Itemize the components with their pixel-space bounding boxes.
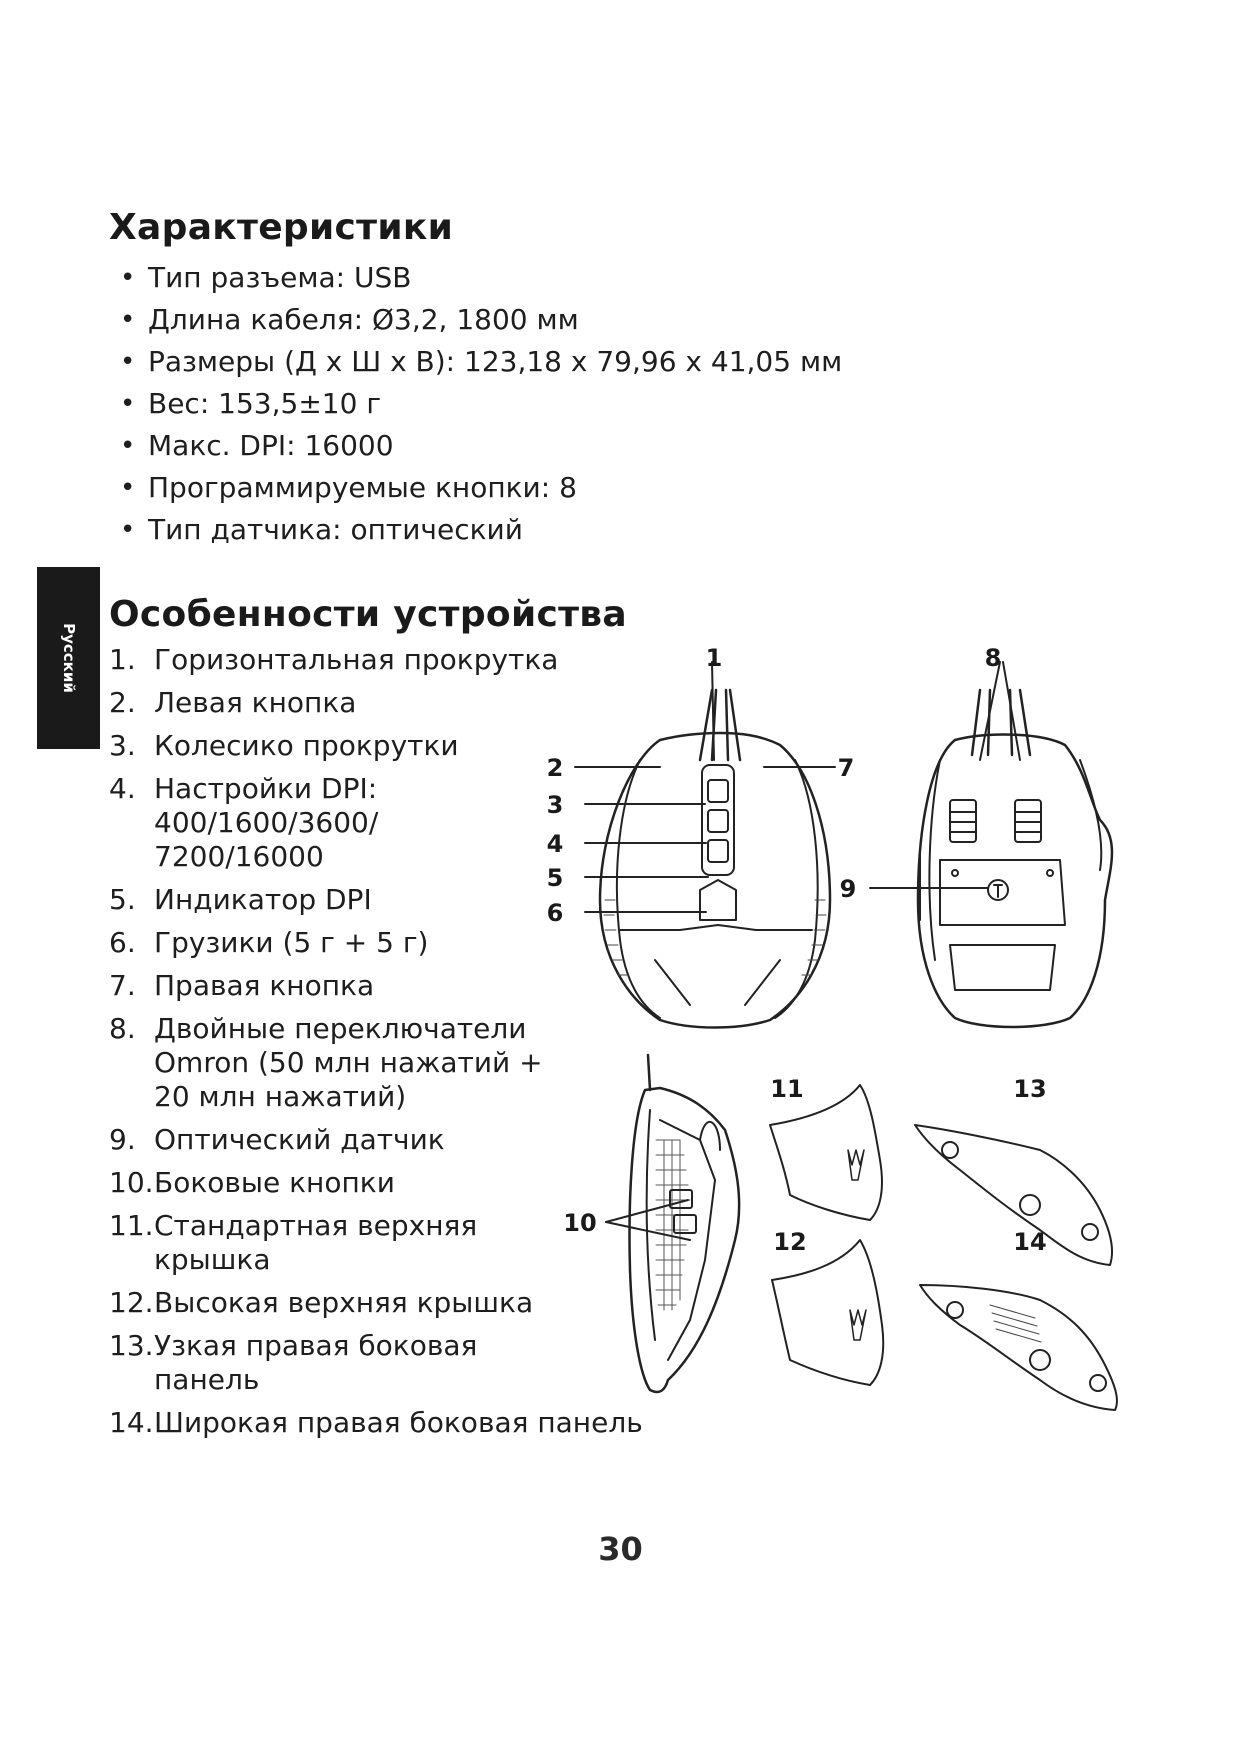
feature-text: Стандартная верхняя крышка [154, 1209, 478, 1276]
spec-item: • Макс. DPI: 16000 [120, 427, 842, 465]
feature-number: 2. [109, 686, 136, 719]
feature-number: 9. [109, 1123, 136, 1156]
feature-text: Высокая верхняя крышка [154, 1286, 534, 1319]
feature-text: Широкая правая боковая панель [154, 1406, 643, 1439]
feature-text: Колесико прокрутки [154, 729, 459, 762]
feature-text: Настройки DPI: 400/1600/3600/ 7200/16000 [154, 772, 379, 873]
callout-label: 4 [546, 830, 564, 858]
specs-list [120, 259, 842, 553]
feature-text: Индикатор DPI [154, 883, 372, 916]
mouse-diagram [540, 640, 1140, 1420]
mouse-side-view [606, 1055, 739, 1392]
features-heading: Особенности устройства [109, 594, 627, 635]
callout-label: 9 [839, 875, 857, 903]
spec-item: • Длина кабеля: Ø3,2, 1800 мм [120, 301, 842, 339]
feature-number: 3. [109, 729, 136, 762]
specs-heading: Характеристики [109, 207, 454, 248]
callout-label: 2 [546, 754, 564, 782]
callout-label: 1 [705, 644, 723, 672]
callout-label: 11 [770, 1075, 804, 1103]
callout-label: 10 [563, 1209, 597, 1237]
feature-text: Правая кнопка [154, 969, 375, 1002]
feature-text: Левая кнопка [154, 686, 357, 719]
feature-number: 1. [109, 643, 136, 676]
spec-item: • Вес: 153,5±10 г [120, 385, 842, 423]
feature-text: Узкая правая боковая панель [154, 1329, 478, 1396]
spec-item: • Тип датчика: оптический [120, 511, 842, 549]
feature-number: 6. [109, 926, 136, 959]
spec-item: • Тип разъема: USB [120, 259, 842, 297]
mouse-top-view [575, 662, 835, 1028]
feature-number: 7. [109, 969, 136, 1002]
page-number: 30 [598, 1530, 643, 1568]
side-panel-wide [920, 1285, 1117, 1410]
feature-number: 11. [109, 1209, 154, 1242]
language-tab-label: Русский [59, 623, 78, 693]
feature-number: 14. [109, 1406, 154, 1439]
feature-text: Оптический датчик [154, 1123, 445, 1156]
callout-label: 14 [1013, 1228, 1047, 1256]
feature-number: 5. [109, 883, 136, 916]
callout-label: 12 [773, 1228, 807, 1256]
callout-label: 7 [837, 754, 855, 782]
feature-text: Грузики (5 г + 5 г) [154, 926, 429, 959]
callout-label: 3 [546, 791, 564, 819]
language-tab [37, 567, 100, 749]
cover-tall [772, 1240, 883, 1385]
callout-label: 6 [546, 899, 564, 927]
feature-number: 8. [109, 1012, 136, 1045]
feature-text: Боковые кнопки [154, 1166, 395, 1199]
spec-item: • Программируемые кнопки: 8 [120, 469, 842, 507]
spec-item: • Размеры (Д x Ш x В): 123,18 x 79,96 x 41,05 мм [120, 343, 842, 381]
feature-number: 4. [109, 772, 136, 805]
feature-number: 13. [109, 1329, 154, 1362]
callout-label: 13 [1013, 1075, 1047, 1103]
callout-label: 8 [984, 644, 1002, 672]
feature-number: 10. [109, 1166, 154, 1199]
mouse-bottom-view [870, 662, 1112, 1027]
cover-standard [770, 1085, 882, 1220]
callout-label: 5 [546, 864, 564, 892]
feature-number: 12. [109, 1286, 154, 1319]
feature-text: Двойные переключатели Omron (50 млн нажатий + 20 млн нажатий) [154, 1012, 543, 1113]
feature-text: Горизонтальная прокрутка [154, 643, 559, 676]
